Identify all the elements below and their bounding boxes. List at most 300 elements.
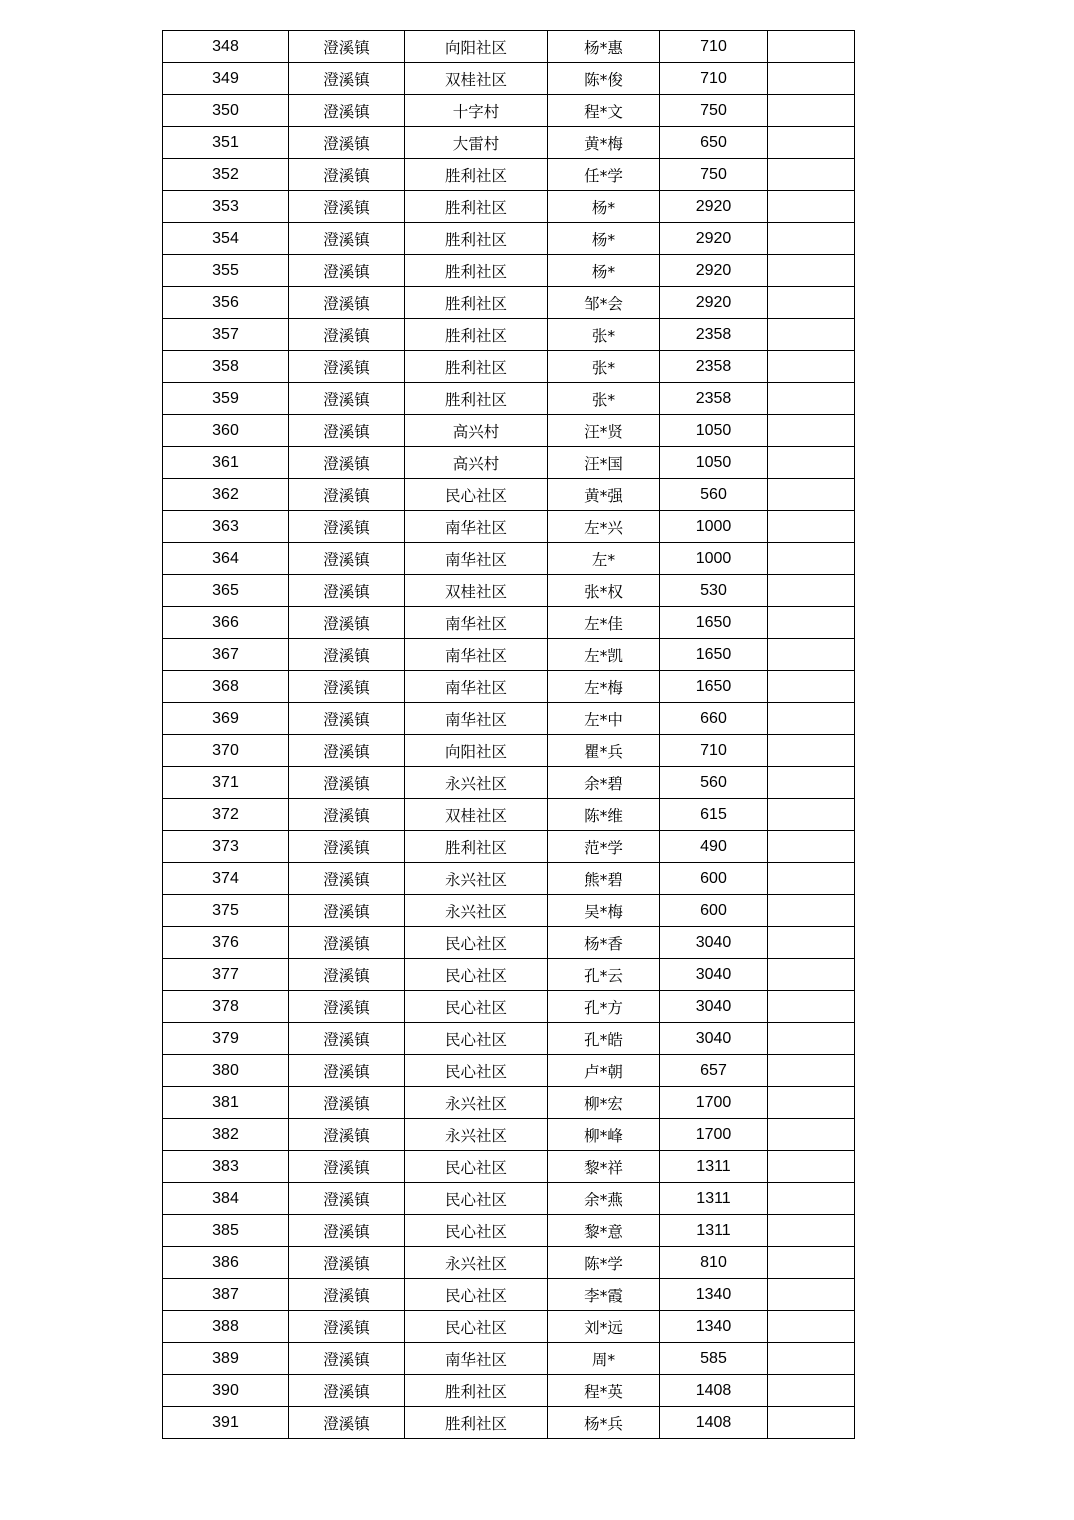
serial-number-cell: 349 — [163, 63, 289, 95]
remark-cell — [768, 319, 855, 351]
town-cell: 澄溪镇 — [289, 1023, 405, 1055]
serial-number-cell: 363 — [163, 511, 289, 543]
remark-cell — [768, 671, 855, 703]
amount-cell: 1000 — [660, 543, 768, 575]
community-cell: 民心社区 — [405, 1151, 548, 1183]
town-cell: 澄溪镇 — [289, 351, 405, 383]
table-row — [163, 1055, 855, 1087]
name-cell: 孔*方 — [548, 991, 660, 1023]
name-cell: 陈*学 — [548, 1247, 660, 1279]
name-cell: 周* — [548, 1343, 660, 1375]
name-cell: 程*文 — [548, 95, 660, 127]
remark-cell — [768, 1311, 855, 1343]
serial-number-cell: 351 — [163, 127, 289, 159]
community-cell: 南华社区 — [405, 671, 548, 703]
name-cell: 程*英 — [548, 1375, 660, 1407]
amount-cell: 750 — [660, 159, 768, 191]
name-cell: 熊*碧 — [548, 863, 660, 895]
remark-cell — [768, 351, 855, 383]
town-cell: 澄溪镇 — [289, 799, 405, 831]
name-cell: 孔*皓 — [548, 1023, 660, 1055]
remark-cell — [768, 1055, 855, 1087]
amount-cell: 810 — [660, 1247, 768, 1279]
community-cell: 民心社区 — [405, 1023, 548, 1055]
remark-cell — [768, 1375, 855, 1407]
table-row — [163, 543, 855, 575]
serial-number-cell: 389 — [163, 1343, 289, 1375]
serial-number-cell: 385 — [163, 1215, 289, 1247]
serial-number-cell: 368 — [163, 671, 289, 703]
name-cell: 范*学 — [548, 831, 660, 863]
amount-cell: 1700 — [660, 1119, 768, 1151]
community-cell: 南华社区 — [405, 543, 548, 575]
town-cell: 澄溪镇 — [289, 383, 405, 415]
table-row — [163, 1087, 855, 1119]
table-row — [163, 159, 855, 191]
community-cell: 民心社区 — [405, 1215, 548, 1247]
table-row — [163, 863, 855, 895]
town-cell: 澄溪镇 — [289, 671, 405, 703]
remark-cell — [768, 127, 855, 159]
table-row — [163, 767, 855, 799]
community-cell: 民心社区 — [405, 1311, 548, 1343]
serial-number-cell: 379 — [163, 1023, 289, 1055]
remark-cell — [768, 95, 855, 127]
name-cell: 余*碧 — [548, 767, 660, 799]
amount-cell: 2358 — [660, 383, 768, 415]
amount-cell: 1050 — [660, 415, 768, 447]
name-cell: 黎*意 — [548, 1215, 660, 1247]
name-cell: 陈*俊 — [548, 63, 660, 95]
serial-number-cell: 358 — [163, 351, 289, 383]
town-cell: 澄溪镇 — [289, 607, 405, 639]
town-cell: 澄溪镇 — [289, 63, 405, 95]
table-row — [163, 1375, 855, 1407]
community-cell: 永兴社区 — [405, 1247, 548, 1279]
community-cell: 民心社区 — [405, 1183, 548, 1215]
name-cell: 杨*香 — [548, 927, 660, 959]
table-row — [163, 479, 855, 511]
amount-cell: 585 — [660, 1343, 768, 1375]
serial-number-cell: 383 — [163, 1151, 289, 1183]
name-cell: 杨* — [548, 255, 660, 287]
community-cell: 向阳社区 — [405, 31, 548, 63]
serial-number-cell: 371 — [163, 767, 289, 799]
amount-cell: 1650 — [660, 639, 768, 671]
remark-cell — [768, 639, 855, 671]
table-row — [163, 991, 855, 1023]
serial-number-cell: 366 — [163, 607, 289, 639]
town-cell: 澄溪镇 — [289, 767, 405, 799]
community-cell: 双桂社区 — [405, 799, 548, 831]
community-cell: 向阳社区 — [405, 735, 548, 767]
community-cell: 高兴村 — [405, 447, 548, 479]
amount-cell: 1311 — [660, 1151, 768, 1183]
table-body — [163, 31, 855, 1439]
community-cell: 永兴社区 — [405, 767, 548, 799]
remark-cell — [768, 735, 855, 767]
serial-number-cell: 355 — [163, 255, 289, 287]
town-cell: 澄溪镇 — [289, 863, 405, 895]
community-cell: 胜利社区 — [405, 319, 548, 351]
amount-cell: 1408 — [660, 1375, 768, 1407]
amount-cell: 615 — [660, 799, 768, 831]
town-cell: 澄溪镇 — [289, 1375, 405, 1407]
name-cell: 吴*梅 — [548, 895, 660, 927]
amount-cell: 1340 — [660, 1311, 768, 1343]
table-row — [163, 895, 855, 927]
community-cell: 高兴村 — [405, 415, 548, 447]
amount-cell: 2920 — [660, 287, 768, 319]
table-row — [163, 1343, 855, 1375]
name-cell: 余*燕 — [548, 1183, 660, 1215]
town-cell: 澄溪镇 — [289, 95, 405, 127]
town-cell: 澄溪镇 — [289, 895, 405, 927]
table-row — [163, 1151, 855, 1183]
name-cell: 黄*梅 — [548, 127, 660, 159]
table-row — [163, 383, 855, 415]
remark-cell — [768, 767, 855, 799]
remark-cell — [768, 1151, 855, 1183]
remark-cell — [768, 1407, 855, 1439]
town-cell: 澄溪镇 — [289, 991, 405, 1023]
serial-number-cell: 364 — [163, 543, 289, 575]
community-cell: 胜利社区 — [405, 383, 548, 415]
table-row — [163, 831, 855, 863]
town-cell: 澄溪镇 — [289, 1119, 405, 1151]
serial-number-cell: 362 — [163, 479, 289, 511]
name-cell: 张* — [548, 319, 660, 351]
remark-cell — [768, 63, 855, 95]
remark-cell — [768, 1343, 855, 1375]
name-cell: 左* — [548, 543, 660, 575]
town-cell: 澄溪镇 — [289, 1151, 405, 1183]
serial-number-cell: 357 — [163, 319, 289, 351]
town-cell: 澄溪镇 — [289, 255, 405, 287]
name-cell: 杨* — [548, 191, 660, 223]
serial-number-cell: 352 — [163, 159, 289, 191]
table-row — [163, 415, 855, 447]
amount-cell: 750 — [660, 95, 768, 127]
serial-number-cell: 369 — [163, 703, 289, 735]
community-cell: 南华社区 — [405, 607, 548, 639]
table-row — [163, 95, 855, 127]
remark-cell — [768, 415, 855, 447]
table-row — [163, 319, 855, 351]
town-cell: 澄溪镇 — [289, 447, 405, 479]
name-cell: 杨*兵 — [548, 1407, 660, 1439]
table-row — [163, 351, 855, 383]
remark-cell — [768, 927, 855, 959]
community-cell: 民心社区 — [405, 927, 548, 959]
table-row — [163, 671, 855, 703]
serial-number-cell: 388 — [163, 1311, 289, 1343]
town-cell: 澄溪镇 — [289, 543, 405, 575]
table-row — [163, 959, 855, 991]
remark-cell — [768, 287, 855, 319]
serial-number-cell: 386 — [163, 1247, 289, 1279]
town-cell: 澄溪镇 — [289, 575, 405, 607]
name-cell: 黎*祥 — [548, 1151, 660, 1183]
community-cell: 南华社区 — [405, 511, 548, 543]
name-cell: 左*梅 — [548, 671, 660, 703]
name-cell: 卢*朝 — [548, 1055, 660, 1087]
name-cell: 左*中 — [548, 703, 660, 735]
serial-number-cell: 365 — [163, 575, 289, 607]
town-cell: 澄溪镇 — [289, 1247, 405, 1279]
remark-cell — [768, 895, 855, 927]
town-cell: 澄溪镇 — [289, 1407, 405, 1439]
table-row — [163, 191, 855, 223]
town-cell: 澄溪镇 — [289, 319, 405, 351]
serial-number-cell: 377 — [163, 959, 289, 991]
amount-cell: 2920 — [660, 191, 768, 223]
table-row — [163, 447, 855, 479]
name-cell: 汪*国 — [548, 447, 660, 479]
community-cell: 南华社区 — [405, 639, 548, 671]
community-cell: 胜利社区 — [405, 351, 548, 383]
community-cell: 胜利社区 — [405, 191, 548, 223]
remark-cell — [768, 511, 855, 543]
remark-cell — [768, 1247, 855, 1279]
amount-cell: 3040 — [660, 959, 768, 991]
serial-number-cell: 391 — [163, 1407, 289, 1439]
amount-cell: 1650 — [660, 671, 768, 703]
remark-cell — [768, 1215, 855, 1247]
amount-cell: 710 — [660, 63, 768, 95]
serial-number-cell: 375 — [163, 895, 289, 927]
table-row — [163, 735, 855, 767]
amount-cell: 530 — [660, 575, 768, 607]
community-cell: 胜利社区 — [405, 831, 548, 863]
remark-cell — [768, 191, 855, 223]
community-cell: 十字村 — [405, 95, 548, 127]
name-cell: 孔*云 — [548, 959, 660, 991]
table-row — [163, 1247, 855, 1279]
community-cell: 民心社区 — [405, 1279, 548, 1311]
town-cell: 澄溪镇 — [289, 415, 405, 447]
town-cell: 澄溪镇 — [289, 479, 405, 511]
amount-cell: 3040 — [660, 991, 768, 1023]
town-cell: 澄溪镇 — [289, 191, 405, 223]
serial-number-cell: 359 — [163, 383, 289, 415]
table-row — [163, 511, 855, 543]
remark-cell — [768, 799, 855, 831]
amount-cell: 560 — [660, 479, 768, 511]
serial-number-cell: 382 — [163, 1119, 289, 1151]
table-row — [163, 287, 855, 319]
town-cell: 澄溪镇 — [289, 639, 405, 671]
community-cell: 永兴社区 — [405, 1087, 548, 1119]
serial-number-cell: 390 — [163, 1375, 289, 1407]
remark-cell — [768, 159, 855, 191]
town-cell: 澄溪镇 — [289, 1311, 405, 1343]
table-row — [163, 607, 855, 639]
remark-cell — [768, 959, 855, 991]
table-row — [163, 255, 855, 287]
town-cell: 澄溪镇 — [289, 1343, 405, 1375]
table-row — [163, 1279, 855, 1311]
amount-cell: 3040 — [660, 927, 768, 959]
remark-cell — [768, 863, 855, 895]
community-cell: 双桂社区 — [405, 63, 548, 95]
town-cell: 澄溪镇 — [289, 1055, 405, 1087]
remark-cell — [768, 1087, 855, 1119]
name-cell: 瞿*兵 — [548, 735, 660, 767]
serial-number-cell: 354 — [163, 223, 289, 255]
town-cell: 澄溪镇 — [289, 927, 405, 959]
remark-cell — [768, 575, 855, 607]
community-cell: 永兴社区 — [405, 895, 548, 927]
remark-cell — [768, 1279, 855, 1311]
serial-number-cell: 353 — [163, 191, 289, 223]
name-cell: 柳*宏 — [548, 1087, 660, 1119]
remark-cell — [768, 1023, 855, 1055]
table-row — [163, 703, 855, 735]
community-cell: 大雷村 — [405, 127, 548, 159]
table-row — [163, 1215, 855, 1247]
table-row — [163, 223, 855, 255]
town-cell: 澄溪镇 — [289, 127, 405, 159]
community-cell: 胜利社区 — [405, 223, 548, 255]
remark-cell — [768, 543, 855, 575]
amount-cell: 2358 — [660, 351, 768, 383]
town-cell: 澄溪镇 — [289, 287, 405, 319]
community-cell: 胜利社区 — [405, 159, 548, 191]
serial-number-cell: 372 — [163, 799, 289, 831]
town-cell: 澄溪镇 — [289, 959, 405, 991]
table-row — [163, 1183, 855, 1215]
town-cell: 澄溪镇 — [289, 831, 405, 863]
serial-number-cell: 356 — [163, 287, 289, 319]
amount-cell: 1650 — [660, 607, 768, 639]
name-cell: 左*佳 — [548, 607, 660, 639]
table-row — [163, 127, 855, 159]
remark-cell — [768, 479, 855, 511]
community-cell: 民心社区 — [405, 991, 548, 1023]
serial-number-cell: 378 — [163, 991, 289, 1023]
table-row — [163, 1311, 855, 1343]
remark-cell — [768, 447, 855, 479]
name-cell: 陈*维 — [548, 799, 660, 831]
table-row — [163, 31, 855, 63]
serial-number-cell: 380 — [163, 1055, 289, 1087]
community-cell: 民心社区 — [405, 479, 548, 511]
town-cell: 澄溪镇 — [289, 703, 405, 735]
remark-cell — [768, 223, 855, 255]
remark-cell — [768, 703, 855, 735]
town-cell: 澄溪镇 — [289, 1279, 405, 1311]
community-cell: 南华社区 — [405, 1343, 548, 1375]
name-cell: 柳*峰 — [548, 1119, 660, 1151]
amount-cell: 650 — [660, 127, 768, 159]
remark-cell — [768, 1183, 855, 1215]
town-cell: 澄溪镇 — [289, 511, 405, 543]
serial-number-cell: 348 — [163, 31, 289, 63]
table-row — [163, 575, 855, 607]
community-cell: 双桂社区 — [405, 575, 548, 607]
remark-cell — [768, 831, 855, 863]
table-row — [163, 1407, 855, 1439]
amount-cell: 600 — [660, 863, 768, 895]
table-row — [163, 927, 855, 959]
amount-cell: 560 — [660, 767, 768, 799]
community-cell: 永兴社区 — [405, 1119, 548, 1151]
town-cell: 澄溪镇 — [289, 1087, 405, 1119]
amount-cell: 2920 — [660, 223, 768, 255]
serial-number-cell: 370 — [163, 735, 289, 767]
data-table — [162, 30, 855, 1439]
name-cell: 左*兴 — [548, 511, 660, 543]
amount-cell: 2358 — [660, 319, 768, 351]
remark-cell — [768, 991, 855, 1023]
amount-cell: 1340 — [660, 1279, 768, 1311]
table-row — [163, 799, 855, 831]
name-cell: 汪*贤 — [548, 415, 660, 447]
remark-cell — [768, 1119, 855, 1151]
name-cell: 黄*强 — [548, 479, 660, 511]
amount-cell: 1311 — [660, 1183, 768, 1215]
town-cell: 澄溪镇 — [289, 159, 405, 191]
serial-number-cell: 350 — [163, 95, 289, 127]
serial-number-cell: 387 — [163, 1279, 289, 1311]
name-cell: 左*凯 — [548, 639, 660, 671]
remark-cell — [768, 607, 855, 639]
name-cell: 邹*会 — [548, 287, 660, 319]
community-cell: 南华社区 — [405, 703, 548, 735]
town-cell: 澄溪镇 — [289, 1215, 405, 1247]
name-cell: 杨*惠 — [548, 31, 660, 63]
town-cell: 澄溪镇 — [289, 223, 405, 255]
amount-cell: 710 — [660, 735, 768, 767]
town-cell: 澄溪镇 — [289, 31, 405, 63]
serial-number-cell: 381 — [163, 1087, 289, 1119]
community-cell: 胜利社区 — [405, 255, 548, 287]
town-cell: 澄溪镇 — [289, 1183, 405, 1215]
community-cell: 胜利社区 — [405, 287, 548, 319]
serial-number-cell: 373 — [163, 831, 289, 863]
remark-cell — [768, 255, 855, 287]
amount-cell: 1000 — [660, 511, 768, 543]
amount-cell: 3040 — [660, 1023, 768, 1055]
amount-cell: 660 — [660, 703, 768, 735]
table-row — [163, 639, 855, 671]
serial-number-cell: 374 — [163, 863, 289, 895]
serial-number-cell: 367 — [163, 639, 289, 671]
community-cell: 永兴社区 — [405, 863, 548, 895]
community-cell: 民心社区 — [405, 959, 548, 991]
amount-cell: 600 — [660, 895, 768, 927]
table-row — [163, 1023, 855, 1055]
amount-cell: 710 — [660, 31, 768, 63]
serial-number-cell: 360 — [163, 415, 289, 447]
amount-cell: 1050 — [660, 447, 768, 479]
town-cell: 澄溪镇 — [289, 735, 405, 767]
name-cell: 刘*远 — [548, 1311, 660, 1343]
amount-cell: 490 — [660, 831, 768, 863]
amount-cell: 2920 — [660, 255, 768, 287]
amount-cell: 1700 — [660, 1087, 768, 1119]
name-cell: 张* — [548, 383, 660, 415]
table-row — [163, 63, 855, 95]
name-cell: 杨* — [548, 223, 660, 255]
amount-cell: 657 — [660, 1055, 768, 1087]
community-cell: 民心社区 — [405, 1055, 548, 1087]
community-cell: 胜利社区 — [405, 1375, 548, 1407]
serial-number-cell: 384 — [163, 1183, 289, 1215]
serial-number-cell: 376 — [163, 927, 289, 959]
name-cell: 张* — [548, 351, 660, 383]
